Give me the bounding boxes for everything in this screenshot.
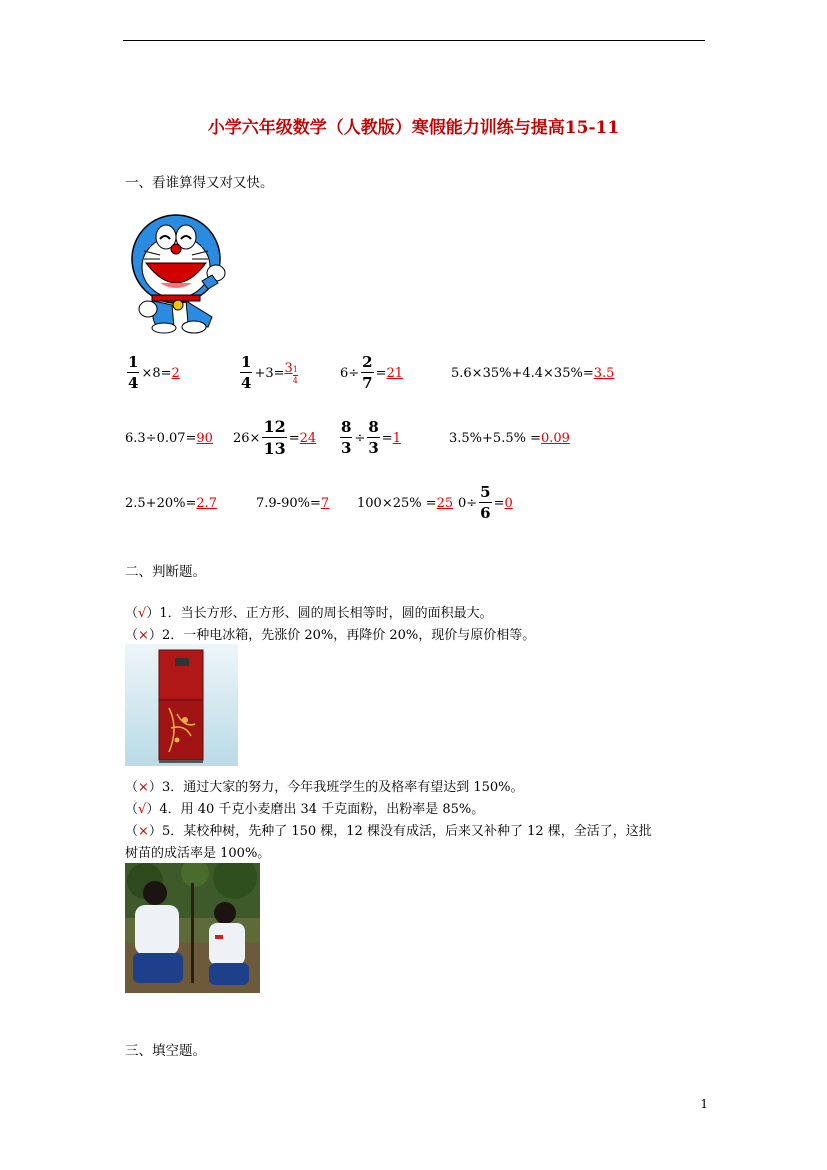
answer: 3 $\frac{1}{4}$ bbox=[284, 361, 298, 385]
judge-item-5-continued: 树苗的成活率是 100%。 bbox=[125, 846, 271, 861]
judge-item-1: （√）1．当长方形、正方形、圆的周长相等时，圆的面积最大。 bbox=[125, 606, 493, 621]
fraction: $\frac{12}{13}$ bbox=[263, 417, 286, 458]
header-rule bbox=[123, 40, 705, 41]
section1-heading: 一、看谁算得又对又快。 bbox=[125, 175, 274, 191]
answer: 1 bbox=[392, 430, 401, 446]
check-mark: √ bbox=[138, 606, 147, 621]
answer: 2 bbox=[171, 365, 180, 381]
cross-mark: × bbox=[138, 824, 149, 839]
calc-1-2: $\frac{1}{4}$ +3= 3 $\frac{1}{4}$ bbox=[241, 353, 298, 392]
refrigerator-image bbox=[125, 644, 238, 766]
calc-1-4: 5.6×35%+4.4×35%= 3.5 bbox=[451, 365, 615, 381]
fraction: $\frac{5}{6}$ bbox=[480, 483, 491, 522]
answer: 0 bbox=[504, 495, 513, 511]
calc-3-2: 7.9-90%= 7 bbox=[256, 495, 330, 511]
answer: 25 bbox=[436, 495, 454, 511]
section2-heading: 二、判断题。 bbox=[125, 564, 206, 580]
doraemon-image bbox=[124, 211, 230, 335]
answer: 24 bbox=[299, 430, 317, 446]
judge-item-3: （×）3．通过大家的努力，今年我班学生的及格率有望达到 150%。 bbox=[125, 780, 524, 795]
calc-3-3: 100×25% = 25 bbox=[357, 495, 454, 511]
cross-mark: × bbox=[138, 628, 149, 643]
answer: 7 bbox=[320, 495, 330, 511]
page-number: 1 bbox=[700, 1097, 708, 1111]
tree-planting-photo bbox=[125, 863, 260, 993]
calc-3-4: 0÷ $\frac{5}{6}$ = 0 bbox=[458, 483, 513, 522]
fraction: $\frac{8}{3}$ bbox=[368, 418, 379, 457]
answer: 3.5 bbox=[593, 365, 615, 381]
calc-1-1: $\frac{1}{4}$ ×8= 2 bbox=[128, 353, 180, 392]
calc-2-2: 26× $\frac{12}{13}$ = 24 bbox=[233, 417, 317, 458]
answer: 0.09 bbox=[540, 430, 570, 446]
section3-heading: 三、填空题。 bbox=[125, 1043, 206, 1059]
cross-mark: × bbox=[138, 780, 149, 795]
calc-2-3: $\frac{8}{3}$ ÷ $\frac{8}{3}$ = 1 bbox=[341, 418, 401, 457]
answer: 21 bbox=[386, 365, 404, 381]
fraction: $\frac{1}{4}$ bbox=[128, 353, 139, 392]
answer: 2.7 bbox=[196, 495, 218, 511]
page-title: 小学六年级数学（人教版）寒假能力训练与提高15-11 bbox=[207, 118, 620, 138]
calc-1-3: 6÷ $\frac{2}{7}$ = 21 bbox=[340, 353, 404, 392]
answer: 90 bbox=[196, 430, 213, 446]
judge-item-5: （×）5．某校种树，先种了 150 棵，12 棵没有成活，后来又补种了 12 棵，全活了，这批 bbox=[125, 824, 652, 839]
judge-item-2: （×）2．一种电冰箱，先涨价 20%，再降价 20%，现价与原价相等。 bbox=[125, 628, 536, 643]
fraction: $\frac{8}{3}$ bbox=[341, 418, 352, 457]
judge-item-4: （√）4．用 40 千克小麦磨出 34 千克面粉，出粉率是 85%。 bbox=[125, 802, 485, 817]
check-mark: √ bbox=[138, 802, 147, 817]
calc-2-1: 6.3÷0.07= 90 bbox=[125, 430, 213, 446]
calc-3-1: 2.5+20%= 2.7 bbox=[125, 495, 218, 511]
fraction: $\frac{2}{7}$ bbox=[362, 353, 373, 392]
fraction: $\frac{1}{4}$ bbox=[241, 353, 252, 392]
calc-2-4: 3.5%+5.5% = 0.09 bbox=[449, 430, 570, 446]
